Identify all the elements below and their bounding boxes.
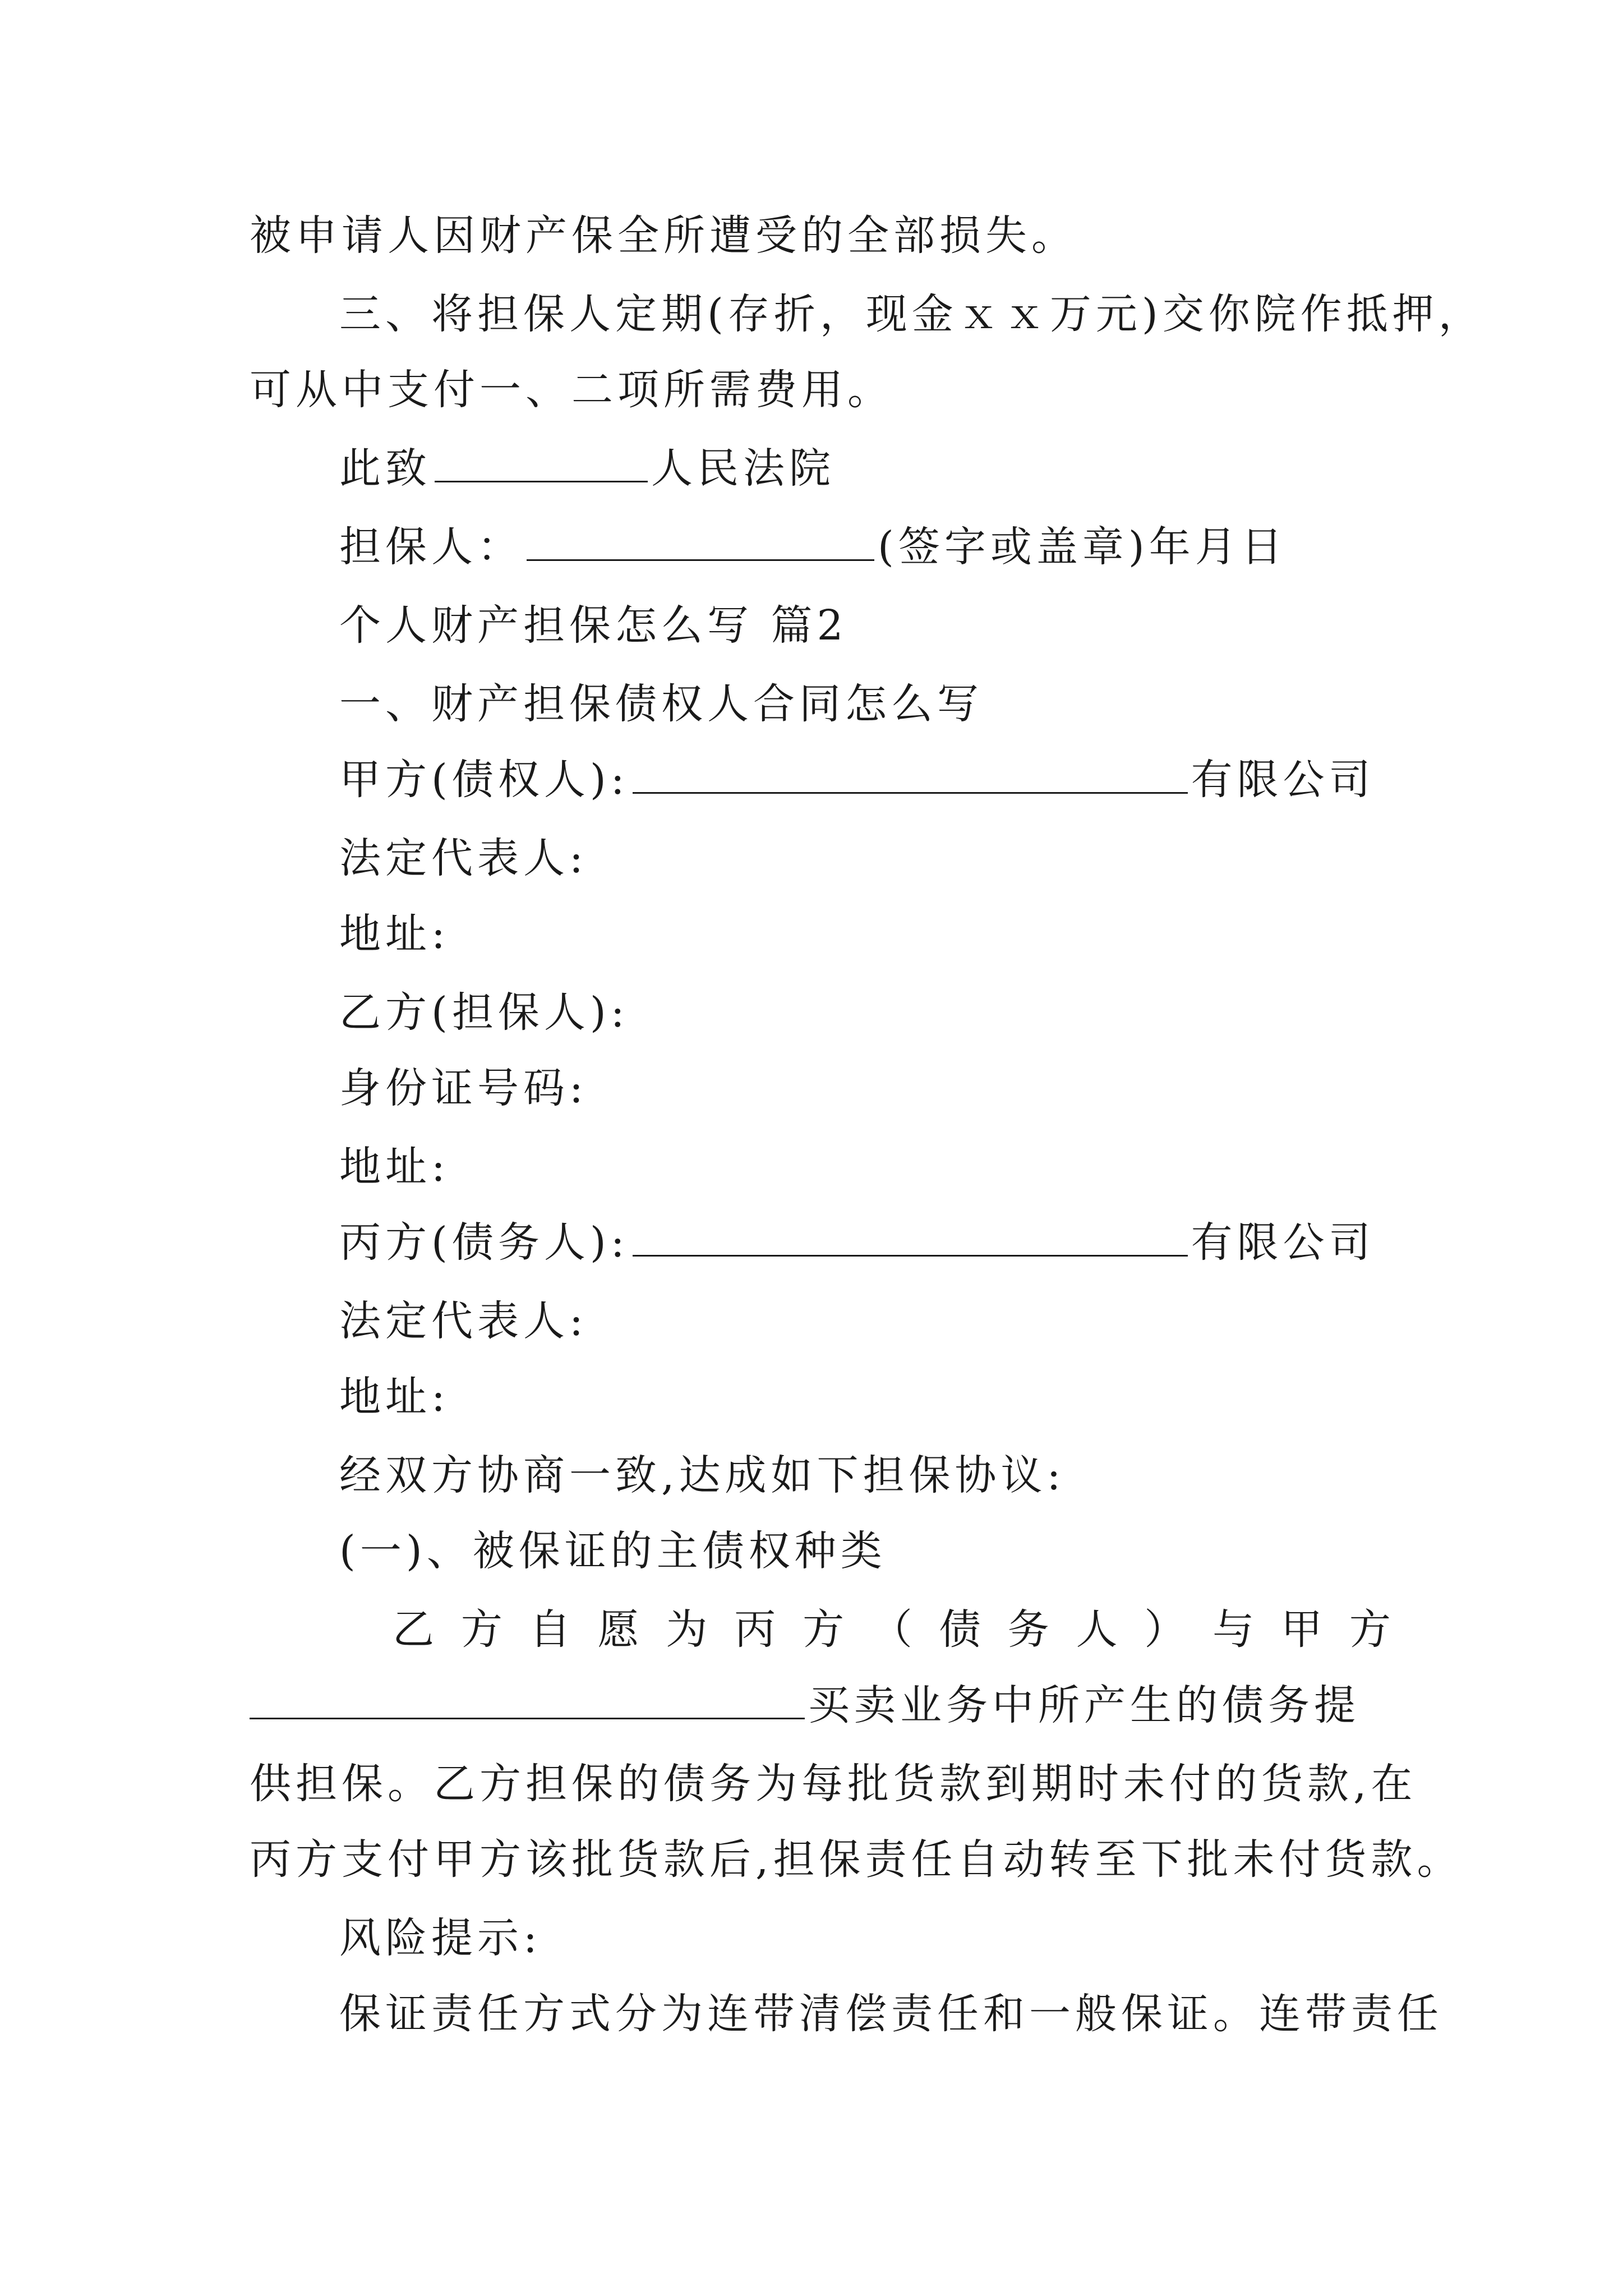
spread-char: 愿 <box>597 1605 639 1654</box>
party-c-label: 丙方(债务人): <box>339 1218 629 1267</box>
section-heading: 个人财产担保怎么写 篇2 <box>339 601 848 650</box>
spread-char: 人 <box>1076 1605 1118 1654</box>
business-type-line <box>250 1672 1360 1739</box>
risk-notice-heading: 风险提示: <box>339 1914 542 1962</box>
spread-char: （ <box>870 1605 912 1654</box>
party-c-representative: 法定代表人: <box>339 1297 588 1345</box>
spread-char: 方 <box>1349 1605 1391 1654</box>
spread-char: 甲 <box>1280 1605 1322 1654</box>
paragraph-line: 供担保。乙方担保的债务为每批货款到期时未付的货款,在 <box>250 1760 1417 1808</box>
spread-char: 为 <box>666 1605 708 1654</box>
addressee-suffix: 人民法院 <box>651 444 835 493</box>
party-b-id-number: 身份证号码: <box>339 1064 588 1112</box>
party-c-address: 地址: <box>339 1373 450 1421</box>
spread-char: 与 <box>1212 1605 1255 1654</box>
spread-char: 务 <box>1007 1605 1049 1654</box>
court-name-blank <box>435 438 648 482</box>
spread-text-line <box>393 1596 1391 1663</box>
party-a-blank <box>633 749 1188 794</box>
party-a-line <box>339 746 1375 813</box>
spread-char: 丙 <box>734 1605 776 1654</box>
party-c-line <box>339 1209 1375 1276</box>
paragraph-line: 三、将担保人定期(存折，现金ｘｘ万元)交你院作抵押， <box>339 290 1484 338</box>
party-a-representative: 法定代表人: <box>339 834 588 882</box>
party-a-address: 地址: <box>339 910 450 958</box>
guarantor-signature-line <box>339 513 1287 581</box>
clause-heading: (一)、被保证的主债权种类 <box>339 1527 887 1575</box>
spread-char: 债 <box>939 1605 981 1654</box>
party-b-line: 乙方(担保人): <box>339 988 629 1037</box>
business-type-suffix: 买卖业务中所产生的债务提 <box>808 1681 1360 1729</box>
party-c-blank <box>633 1212 1188 1257</box>
spread-char: 自 <box>529 1605 571 1654</box>
signature-note: (签字或盖章)年月日 <box>878 523 1287 571</box>
spread-char: 方 <box>803 1605 845 1654</box>
addressee-line <box>339 435 835 502</box>
addressee-prefix: 此致 <box>339 444 431 493</box>
spread-char: 方 <box>460 1605 502 1654</box>
party-a-suffix: 有限公司 <box>1191 756 1375 804</box>
guarantor-label: 担保人： <box>339 523 523 571</box>
paragraph-line: 可从中支付一、二项所需费用。 <box>250 366 893 414</box>
spread-char: ） <box>1144 1605 1186 1654</box>
subsection-heading: 一、财产担保债权人合同怎么写 <box>339 680 983 728</box>
party-a-label: 甲方(债权人): <box>339 756 629 804</box>
paragraph-line: 保证责任方式分为连带清偿责任和一般保证。连带责任 <box>339 1990 1443 2038</box>
business-type-blank <box>250 1675 805 1719</box>
agreement-intro: 经双方协商一致,达成如下担保协议: <box>339 1451 1066 1499</box>
paragraph-line: 丙方支付甲方该批货款后,担保责任自动转至下批未付货款。 <box>250 1835 1463 1884</box>
party-b-address: 地址: <box>339 1143 450 1191</box>
spread-char: 乙 <box>393 1605 434 1654</box>
paragraph-line: 被申请人因财产保全所遭受的全部损失。 <box>250 211 1077 260</box>
party-c-suffix: 有限公司 <box>1191 1218 1375 1267</box>
signature-blank <box>527 517 874 561</box>
